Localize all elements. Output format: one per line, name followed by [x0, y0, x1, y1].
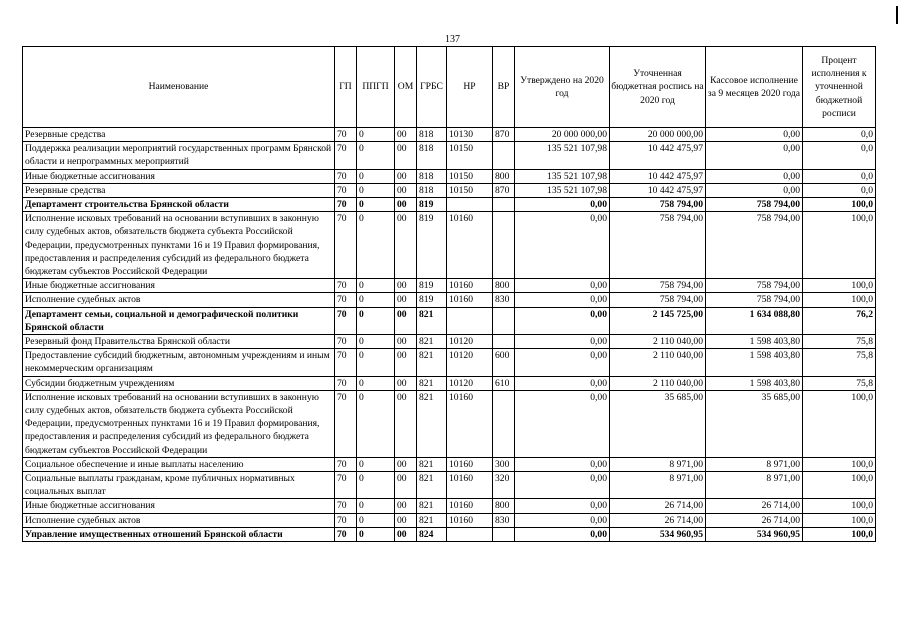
cell-name: Исполнение судебных актов: [23, 293, 335, 307]
cell-approved: 0,00: [515, 335, 610, 349]
cell-vr: [493, 527, 515, 541]
cell-nr: 10130: [447, 128, 493, 142]
cell-grbs: 821: [417, 513, 447, 527]
cell-name: Поддержка реализации мероприятий государственных программ Брянской области и непрограммных мероприятий: [23, 142, 335, 169]
cell-cash: 1 598 403,80: [706, 349, 803, 376]
cell-grbs: 821: [417, 335, 447, 349]
cell-grbs: 819: [417, 293, 447, 307]
cell-vr: 800: [493, 169, 515, 183]
header-vr: ВР: [493, 47, 515, 128]
cell-approved: 0,00: [515, 279, 610, 293]
table-row: [23, 349, 876, 376]
cell-name: Департамент строительства Брянской области: [23, 198, 335, 212]
cell-cash: 758 794,00: [706, 293, 803, 307]
cell-cash: 8 971,00: [706, 457, 803, 471]
table-row: [23, 128, 876, 142]
cell-nr: 10160: [447, 293, 493, 307]
cell-name: Резервный фонд Правительства Брянской области: [23, 335, 335, 349]
cell-approved: 135 521 107,98: [515, 169, 610, 183]
cell-vr: 300: [493, 457, 515, 471]
cell-nr: 10160: [447, 513, 493, 527]
cell-gp: 70: [335, 349, 357, 376]
cell-vr: [493, 212, 515, 279]
cell-percent: 100,0: [803, 293, 876, 307]
cell-vr: [493, 335, 515, 349]
cell-gp: 70: [335, 279, 357, 293]
cell-percent: 0,0: [803, 128, 876, 142]
cell-grbs: 818: [417, 169, 447, 183]
cell-vr: 830: [493, 293, 515, 307]
cell-revised: 758 794,00: [610, 293, 706, 307]
cell-approved: 135 521 107,98: [515, 142, 610, 169]
cell-om: 00: [395, 307, 417, 334]
table-row: [23, 169, 876, 183]
cell-revised: 2 110 040,00: [610, 376, 706, 390]
cell-gp: 70: [335, 198, 357, 212]
header-gp: ГП: [335, 47, 357, 128]
cell-revised: 26 714,00: [610, 513, 706, 527]
table-row: [23, 513, 876, 527]
header-name: Наименование: [23, 47, 335, 128]
cell-ppgp: 0: [357, 349, 395, 376]
cell-vr: [493, 142, 515, 169]
cell-ppgp: 0: [357, 212, 395, 279]
cell-revised: 8 971,00: [610, 457, 706, 471]
cell-gp: 70: [335, 499, 357, 513]
cell-nr: 10160: [447, 279, 493, 293]
cell-gp: 70: [335, 513, 357, 527]
cell-ppgp: 0: [357, 390, 395, 457]
cell-om: 00: [395, 169, 417, 183]
header-cash: Кассовое исполнение за 9 месяцев 2020 года: [706, 47, 803, 128]
cell-om: 00: [395, 527, 417, 541]
cell-om: 00: [395, 279, 417, 293]
header-revised: Уточненная бюджетная роспись на 2020 год: [610, 47, 706, 128]
cell-revised: 10 442 475,97: [610, 183, 706, 197]
cell-ppgp: 0: [357, 307, 395, 334]
cell-cash: 0,00: [706, 142, 803, 169]
cell-revised: 758 794,00: [610, 198, 706, 212]
cell-percent: 0,0: [803, 142, 876, 169]
table-row: [23, 142, 876, 169]
cell-revised: 758 794,00: [610, 212, 706, 279]
table-row: [23, 499, 876, 513]
cell-om: 00: [395, 212, 417, 279]
cell-percent: 100,0: [803, 527, 876, 541]
header-approved: Утверждено на 2020 год: [515, 47, 610, 128]
cell-om: 00: [395, 183, 417, 197]
cell-approved: 0,00: [515, 499, 610, 513]
cell-ppgp: 0: [357, 293, 395, 307]
cell-approved: 0,00: [515, 307, 610, 334]
cell-grbs: 819: [417, 212, 447, 279]
header-ppgp: ППГП: [357, 47, 395, 128]
cell-om: 00: [395, 335, 417, 349]
cell-percent: 100,0: [803, 279, 876, 293]
cell-name: Исполнение исковых требований на основании вступивших в законную силу судебных актов, обязательств бюджета субъекта Российской Федерации, предусмотренных пунктами 16 и 19 Правил формирования, предоставления и распределения субсидий из федерального бюджета бюджетам субъектов Российской Федерации: [23, 390, 335, 457]
budget-table: [22, 46, 876, 542]
cell-name: Исполнение исковых требований на основании вступивших в законную силу судебных актов, обязательств бюджета субъекта Российской Федерации, предусмотренных пунктами 16 и 19 Правил формирования, предоставления и распределения субсидий из федерального бюджета бюджетам субъектов Российской Федерации: [23, 212, 335, 279]
cell-nr: [447, 527, 493, 541]
cell-cash: 1 634 088,80: [706, 307, 803, 334]
cell-gp: 70: [335, 376, 357, 390]
cell-gp: 70: [335, 457, 357, 471]
cell-nr: [447, 198, 493, 212]
cell-grbs: 821: [417, 472, 447, 499]
cell-cash: 8 971,00: [706, 472, 803, 499]
cell-grbs: 821: [417, 457, 447, 471]
cell-revised: 758 794,00: [610, 279, 706, 293]
cell-gp: 70: [335, 527, 357, 541]
table-row: [23, 335, 876, 349]
page-edge-mark: [896, 6, 898, 24]
cell-vr: [493, 198, 515, 212]
cell-ppgp: 0: [357, 457, 395, 471]
cell-vr: 870: [493, 183, 515, 197]
cell-nr: 10120: [447, 376, 493, 390]
cell-percent: 75,8: [803, 349, 876, 376]
cell-cash: 0,00: [706, 183, 803, 197]
table-row: [23, 472, 876, 499]
cell-ppgp: 0: [357, 198, 395, 212]
table-row: [23, 376, 876, 390]
table-row: [23, 390, 876, 457]
cell-om: 00: [395, 499, 417, 513]
cell-name: Иные бюджетные ассигнования: [23, 279, 335, 293]
cell-vr: [493, 307, 515, 334]
cell-approved: 135 521 107,98: [515, 183, 610, 197]
cell-percent: 100,0: [803, 212, 876, 279]
cell-revised: 20 000 000,00: [610, 128, 706, 142]
cell-grbs: 818: [417, 183, 447, 197]
cell-nr: 10150: [447, 169, 493, 183]
cell-cash: 1 598 403,80: [706, 335, 803, 349]
cell-om: 00: [395, 472, 417, 499]
cell-percent: 100,0: [803, 472, 876, 499]
cell-om: 00: [395, 457, 417, 471]
cell-om: 00: [395, 513, 417, 527]
cell-name: Иные бюджетные ассигнования: [23, 169, 335, 183]
cell-gp: 70: [335, 212, 357, 279]
header-percent: Процент исполнения к уточненной бюджетной росписи: [803, 47, 876, 128]
cell-vr: 870: [493, 128, 515, 142]
cell-ppgp: 0: [357, 472, 395, 499]
cell-percent: 100,0: [803, 198, 876, 212]
cell-name: Исполнение судебных актов: [23, 513, 335, 527]
cell-gp: 70: [335, 335, 357, 349]
cell-percent: 100,0: [803, 390, 876, 457]
table-row: [23, 307, 876, 334]
cell-cash: 26 714,00: [706, 499, 803, 513]
cell-revised: 35 685,00: [610, 390, 706, 457]
cell-gp: 70: [335, 390, 357, 457]
cell-cash: 534 960,95: [706, 527, 803, 541]
cell-gp: 70: [335, 142, 357, 169]
cell-vr: 800: [493, 279, 515, 293]
cell-approved: 0,00: [515, 212, 610, 279]
table-row: [23, 198, 876, 212]
cell-nr: 10150: [447, 142, 493, 169]
cell-ppgp: 0: [357, 183, 395, 197]
cell-ppgp: 0: [357, 376, 395, 390]
cell-grbs: 824: [417, 527, 447, 541]
cell-revised: 10 442 475,97: [610, 169, 706, 183]
cell-nr: 10150: [447, 183, 493, 197]
cell-cash: 758 794,00: [706, 279, 803, 293]
cell-revised: 10 442 475,97: [610, 142, 706, 169]
cell-gp: 70: [335, 128, 357, 142]
cell-om: 00: [395, 142, 417, 169]
cell-nr: 10160: [447, 499, 493, 513]
cell-ppgp: 0: [357, 335, 395, 349]
cell-ppgp: 0: [357, 499, 395, 513]
cell-approved: 0,00: [515, 472, 610, 499]
cell-om: 00: [395, 390, 417, 457]
cell-approved: 20 000 000,00: [515, 128, 610, 142]
cell-om: 00: [395, 349, 417, 376]
cell-gp: 70: [335, 183, 357, 197]
header-om: ОМ: [395, 47, 417, 128]
cell-grbs: 819: [417, 198, 447, 212]
cell-name: Управление имущественных отношений Брянской области: [23, 527, 335, 541]
cell-vr: [493, 390, 515, 457]
cell-grbs: 821: [417, 390, 447, 457]
cell-ppgp: 0: [357, 513, 395, 527]
cell-grbs: 821: [417, 376, 447, 390]
cell-percent: 100,0: [803, 457, 876, 471]
cell-ppgp: 0: [357, 142, 395, 169]
cell-revised: 8 971,00: [610, 472, 706, 499]
cell-name: Социальное обеспечение и иные выплаты населению: [23, 457, 335, 471]
cell-nr: [447, 307, 493, 334]
cell-name: Предоставление субсидий бюджетным, автономным учреждениям и иным некоммерческим организациям: [23, 349, 335, 376]
cell-percent: 75,8: [803, 335, 876, 349]
cell-cash: 35 685,00: [706, 390, 803, 457]
cell-cash: 758 794,00: [706, 198, 803, 212]
cell-name: Иные бюджетные ассигнования: [23, 499, 335, 513]
cell-approved: 0,00: [515, 513, 610, 527]
cell-grbs: 818: [417, 142, 447, 169]
cell-name: Резервные средства: [23, 183, 335, 197]
cell-approved: 0,00: [515, 198, 610, 212]
cell-vr: 830: [493, 513, 515, 527]
cell-vr: 600: [493, 349, 515, 376]
header-nr: НР: [447, 47, 493, 128]
cell-grbs: 821: [417, 349, 447, 376]
cell-gp: 70: [335, 293, 357, 307]
cell-revised: 2 110 040,00: [610, 335, 706, 349]
cell-ppgp: 0: [357, 169, 395, 183]
cell-percent: 76,2: [803, 307, 876, 334]
cell-nr: 10120: [447, 349, 493, 376]
cell-gp: 70: [335, 169, 357, 183]
cell-vr: 320: [493, 472, 515, 499]
cell-cash: 0,00: [706, 169, 803, 183]
cell-grbs: 819: [417, 279, 447, 293]
table-row: [23, 279, 876, 293]
cell-name: Социальные выплаты гражданам, кроме публичных нормативных социальных выплат: [23, 472, 335, 499]
cell-approved: 0,00: [515, 527, 610, 541]
table-row: [23, 457, 876, 471]
cell-percent: 100,0: [803, 513, 876, 527]
cell-approved: 0,00: [515, 390, 610, 457]
cell-revised: 26 714,00: [610, 499, 706, 513]
cell-percent: 75,8: [803, 376, 876, 390]
cell-nr: 10160: [447, 472, 493, 499]
cell-approved: 0,00: [515, 293, 610, 307]
table-row: [23, 183, 876, 197]
cell-vr: 610: [493, 376, 515, 390]
cell-percent: 0,0: [803, 169, 876, 183]
cell-nr: 10160: [447, 457, 493, 471]
cell-ppgp: 0: [357, 279, 395, 293]
cell-percent: 0,0: [803, 183, 876, 197]
cell-vr: 800: [493, 499, 515, 513]
cell-om: 00: [395, 198, 417, 212]
page-number: 137: [445, 34, 460, 45]
cell-cash: 1 598 403,80: [706, 376, 803, 390]
cell-grbs: 821: [417, 499, 447, 513]
cell-revised: 534 960,95: [610, 527, 706, 541]
cell-ppgp: 0: [357, 527, 395, 541]
cell-name: Субсидии бюджетным учреждениям: [23, 376, 335, 390]
cell-name: Департамент семьи, социальной и демографической политики Брянской области: [23, 307, 335, 334]
cell-om: 00: [395, 376, 417, 390]
cell-nr: 10160: [447, 390, 493, 457]
cell-percent: 100,0: [803, 499, 876, 513]
cell-nr: 10120: [447, 335, 493, 349]
cell-nr: 10160: [447, 212, 493, 279]
cell-grbs: 821: [417, 307, 447, 334]
cell-om: 00: [395, 293, 417, 307]
cell-ppgp: 0: [357, 128, 395, 142]
table-body: [23, 128, 876, 542]
cell-gp: 70: [335, 472, 357, 499]
table-row: [23, 293, 876, 307]
cell-cash: 26 714,00: [706, 513, 803, 527]
cell-approved: 0,00: [515, 457, 610, 471]
cell-om: 00: [395, 128, 417, 142]
table-row: [23, 212, 876, 279]
cell-gp: 70: [335, 307, 357, 334]
cell-cash: 0,00: [706, 128, 803, 142]
cell-approved: 0,00: [515, 376, 610, 390]
cell-name: Резервные средства: [23, 128, 335, 142]
cell-grbs: 818: [417, 128, 447, 142]
cell-approved: 0,00: [515, 349, 610, 376]
table-header-row: [23, 47, 876, 128]
cell-revised: 2 110 040,00: [610, 349, 706, 376]
table-row: [23, 527, 876, 541]
cell-revised: 2 145 725,00: [610, 307, 706, 334]
cell-cash: 758 794,00: [706, 212, 803, 279]
header-grbs: ГРБС: [417, 47, 447, 128]
